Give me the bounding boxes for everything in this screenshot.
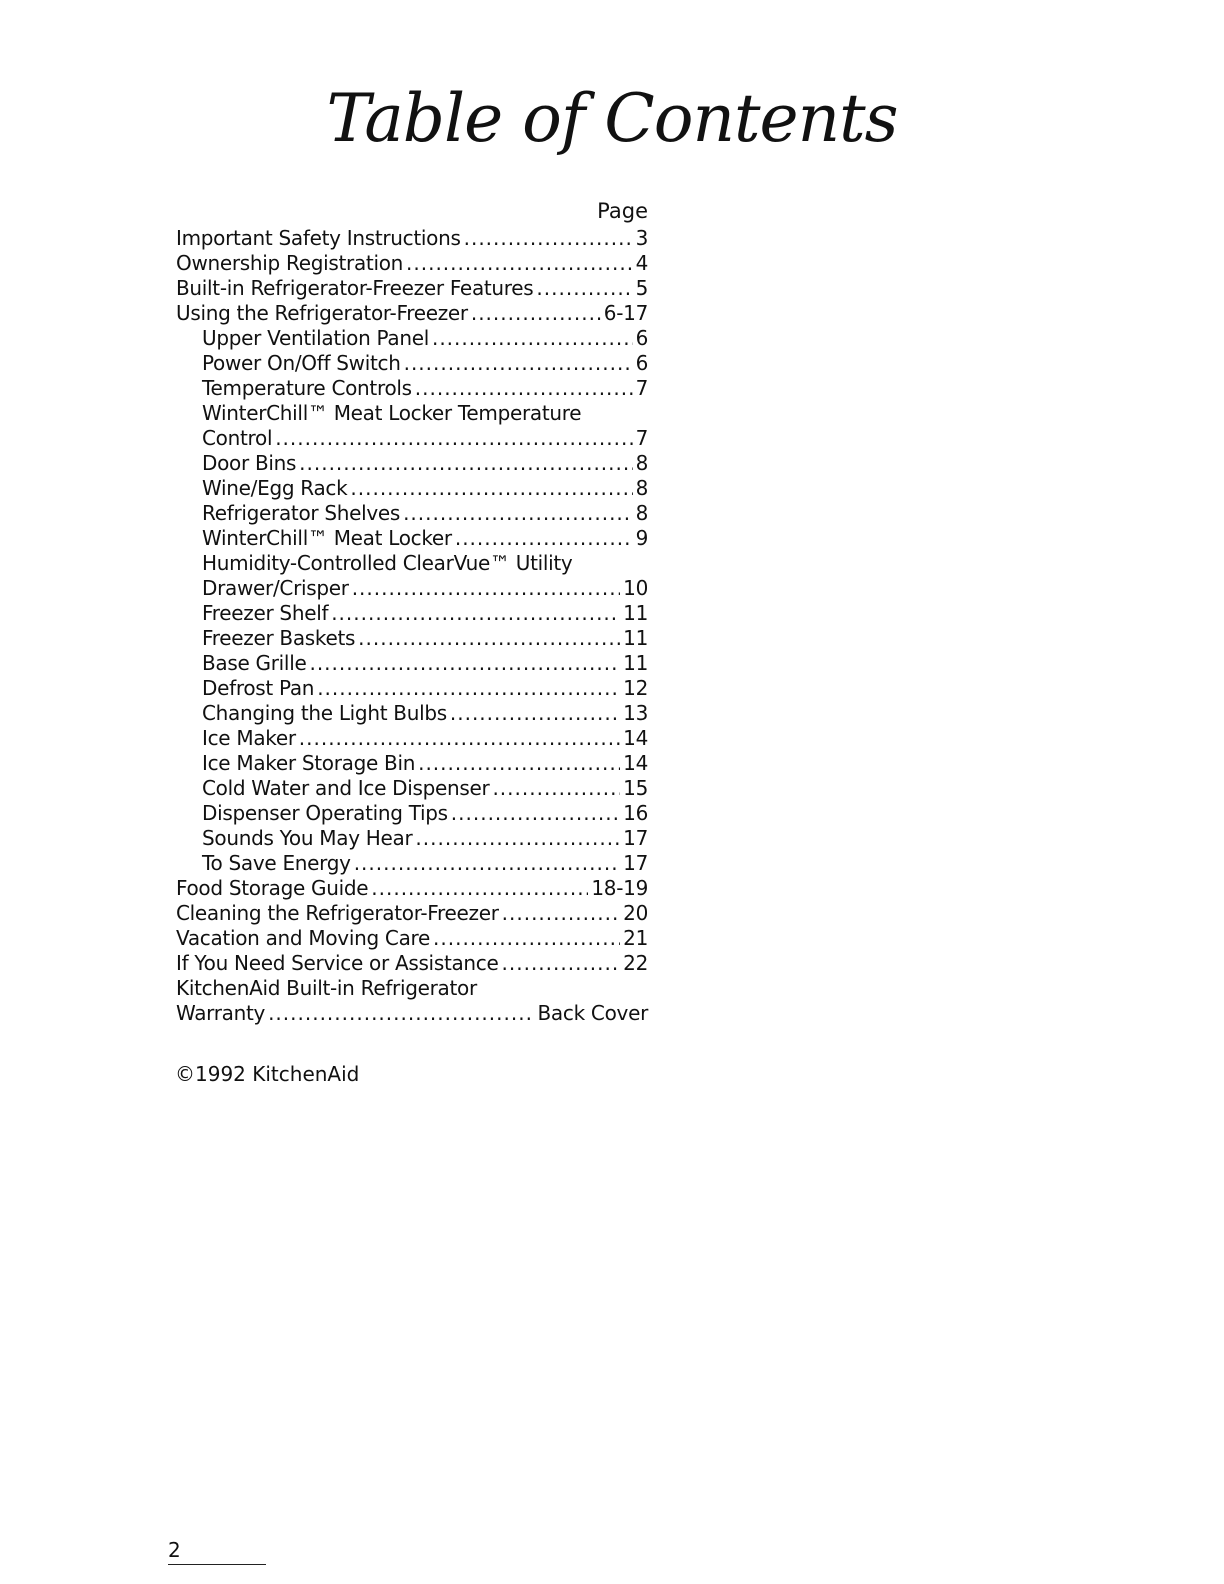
toc-entry bbox=[170, 576, 650, 601]
toc-entry bbox=[170, 976, 650, 1001]
toc-entry-label: Humidity-Controlled ClearVue™ Utility bbox=[202, 551, 573, 575]
dot-leader bbox=[317, 676, 620, 701]
copyright-notice: ©1992 KitchenAid bbox=[175, 1062, 360, 1086]
dot-leader bbox=[404, 351, 633, 376]
toc-entry-label: WinterChill™ Meat Locker Temperature bbox=[202, 401, 582, 425]
toc-entry-page: 22 bbox=[623, 951, 648, 975]
toc-entry bbox=[170, 526, 650, 551]
toc-entry-label: Door Bins bbox=[202, 451, 297, 475]
toc-entry-page: 5 bbox=[635, 276, 648, 300]
toc-entry-label: Upper Ventilation Panel bbox=[202, 326, 429, 350]
toc-entry-label: Vacation and Moving Care bbox=[176, 926, 431, 950]
toc-entry bbox=[170, 376, 650, 401]
toc-entry-label: Dispenser Operating Tips bbox=[202, 801, 448, 825]
toc-entry-page: 11 bbox=[623, 651, 648, 675]
toc-entry-page: 15 bbox=[623, 776, 648, 800]
toc-entry-page: 3 bbox=[635, 226, 648, 250]
dot-leader bbox=[358, 626, 620, 651]
toc-entry-label: Sounds You May Hear bbox=[202, 826, 413, 850]
dot-leader bbox=[464, 226, 633, 251]
toc-entry-page: 14 bbox=[623, 726, 648, 750]
dot-leader bbox=[455, 526, 633, 551]
dot-leader bbox=[502, 901, 621, 926]
toc-entry bbox=[170, 601, 650, 626]
toc-entry bbox=[170, 651, 650, 676]
toc-entry-label: WinterChill™ Meat Locker bbox=[202, 526, 452, 550]
toc-entry-label: Base Grille bbox=[202, 651, 307, 675]
toc-entry-page: 8 bbox=[635, 501, 648, 525]
dot-leader bbox=[331, 601, 620, 626]
toc-entry bbox=[170, 501, 650, 526]
dot-leader bbox=[536, 276, 632, 301]
toc-entry-page: 6 bbox=[635, 351, 648, 375]
toc-entry bbox=[170, 826, 650, 851]
toc-entry-page: 17 bbox=[623, 826, 648, 850]
dot-leader bbox=[403, 501, 633, 526]
toc-entry-page: 13 bbox=[623, 701, 648, 725]
toc-entry-page: 8 bbox=[635, 451, 648, 475]
dot-leader bbox=[406, 251, 633, 276]
toc-entry-page: 8 bbox=[635, 476, 648, 500]
dot-leader bbox=[451, 801, 620, 826]
page-number: 2 bbox=[168, 1538, 266, 1565]
toc-entry-label: Control bbox=[202, 426, 273, 450]
dot-leader bbox=[415, 376, 633, 401]
toc-entry-page: 6 bbox=[635, 326, 648, 350]
toc-entry-label: Freezer Baskets bbox=[202, 626, 356, 650]
toc-entry bbox=[170, 451, 650, 476]
toc-entry-label: Temperature Controls bbox=[202, 376, 412, 400]
toc-entry bbox=[170, 876, 650, 901]
toc-entry-label: Cleaning the Refrigerator-Freezer bbox=[176, 901, 499, 925]
dot-leader bbox=[492, 776, 620, 801]
toc-entry-label: Power On/Off Switch bbox=[202, 351, 401, 375]
toc-entry bbox=[170, 751, 650, 776]
dot-leader bbox=[450, 701, 620, 726]
toc-entry-page: 17 bbox=[623, 851, 648, 875]
toc-entry bbox=[170, 726, 650, 751]
toc-entry-label: Ice Maker Storage Bin bbox=[202, 751, 416, 775]
table-of-contents bbox=[170, 196, 650, 1026]
toc-entry-label: Built-in Refrigerator-Freezer Features bbox=[176, 276, 534, 300]
dot-leader bbox=[275, 426, 632, 451]
dot-leader bbox=[432, 326, 633, 351]
toc-entry bbox=[170, 401, 650, 426]
dot-leader bbox=[268, 1001, 534, 1026]
dot-leader bbox=[350, 476, 632, 501]
toc-entry-page: 11 bbox=[623, 626, 648, 650]
toc-entry bbox=[170, 951, 650, 976]
toc-entry-label: Food Storage Guide bbox=[176, 876, 369, 900]
toc-entry bbox=[170, 476, 650, 501]
toc-entry bbox=[170, 926, 650, 951]
toc-entry-page: 7 bbox=[635, 376, 648, 400]
toc-entry-page: Back Cover bbox=[537, 1001, 648, 1025]
toc-entry-label: Ice Maker bbox=[202, 726, 296, 750]
toc-entry-label: Warranty bbox=[176, 1001, 266, 1025]
dot-leader bbox=[371, 876, 588, 901]
dot-leader bbox=[299, 451, 632, 476]
toc-entry bbox=[170, 901, 650, 926]
toc-entry-page: 7 bbox=[635, 426, 648, 450]
toc-entry-page: 20 bbox=[623, 901, 648, 925]
toc-entry-label: If You Need Service or Assistance bbox=[176, 951, 499, 975]
toc-entry-label: Ownership Registration bbox=[176, 251, 404, 275]
dot-leader bbox=[418, 751, 620, 776]
toc-entry-label: Cold Water and Ice Dispenser bbox=[202, 776, 490, 800]
toc-entry-label: Using the Refrigerator-Freezer bbox=[176, 301, 468, 325]
dot-leader bbox=[309, 651, 620, 676]
toc-entry-page: 18-19 bbox=[591, 876, 648, 900]
toc-entry bbox=[170, 251, 650, 276]
toc-entry-label: Important Safety Instructions bbox=[176, 226, 461, 250]
dot-leader bbox=[352, 576, 620, 601]
toc-entry-label: Wine/Egg Rack bbox=[202, 476, 348, 500]
toc-entry-page: 16 bbox=[623, 801, 648, 825]
toc-entry-label: Drawer/Crisper bbox=[202, 576, 349, 600]
toc-entry-page: 6-17 bbox=[603, 301, 648, 325]
toc-entry bbox=[170, 551, 650, 576]
toc-entry bbox=[170, 276, 650, 301]
toc-entry bbox=[170, 701, 650, 726]
toc-entry-page: 12 bbox=[623, 676, 648, 700]
toc-entry bbox=[170, 301, 650, 326]
dot-leader bbox=[502, 951, 621, 976]
toc-entry bbox=[170, 626, 650, 651]
dot-leader bbox=[354, 851, 620, 876]
toc-entry-page: 9 bbox=[635, 526, 648, 550]
toc-entry bbox=[170, 1001, 650, 1026]
toc-entry-label: Defrost Pan bbox=[202, 676, 315, 700]
toc-entry bbox=[170, 351, 650, 376]
toc-entry-label: Changing the Light Bulbs bbox=[202, 701, 447, 725]
toc-entry bbox=[170, 226, 650, 251]
page-title: Table of Contents bbox=[326, 80, 898, 157]
toc-entry-page: 21 bbox=[623, 926, 648, 950]
toc-entry-page: 11 bbox=[623, 601, 648, 625]
toc-entry-label: Refrigerator Shelves bbox=[202, 501, 401, 525]
toc-entry bbox=[170, 851, 650, 876]
toc-entries bbox=[170, 226, 650, 1026]
dot-leader bbox=[299, 726, 620, 751]
toc-entry-page: 14 bbox=[623, 751, 648, 775]
toc-entry bbox=[170, 776, 650, 801]
toc-entry bbox=[170, 676, 650, 701]
toc-entry-label: KitchenAid Built-in Refrigerator bbox=[176, 976, 477, 1000]
dot-leader bbox=[471, 301, 601, 326]
toc-entry bbox=[170, 801, 650, 826]
page-column-header: Page bbox=[597, 199, 648, 223]
toc-entry-label: To Save Energy bbox=[202, 851, 351, 875]
dot-leader bbox=[415, 826, 620, 851]
toc-entry bbox=[170, 326, 650, 351]
dot-leader bbox=[433, 926, 620, 951]
toc-entry-label: Freezer Shelf bbox=[202, 601, 329, 625]
toc-entry-page: 4 bbox=[635, 251, 648, 275]
toc-entry bbox=[170, 426, 650, 451]
toc-entry-page: 10 bbox=[623, 576, 648, 600]
